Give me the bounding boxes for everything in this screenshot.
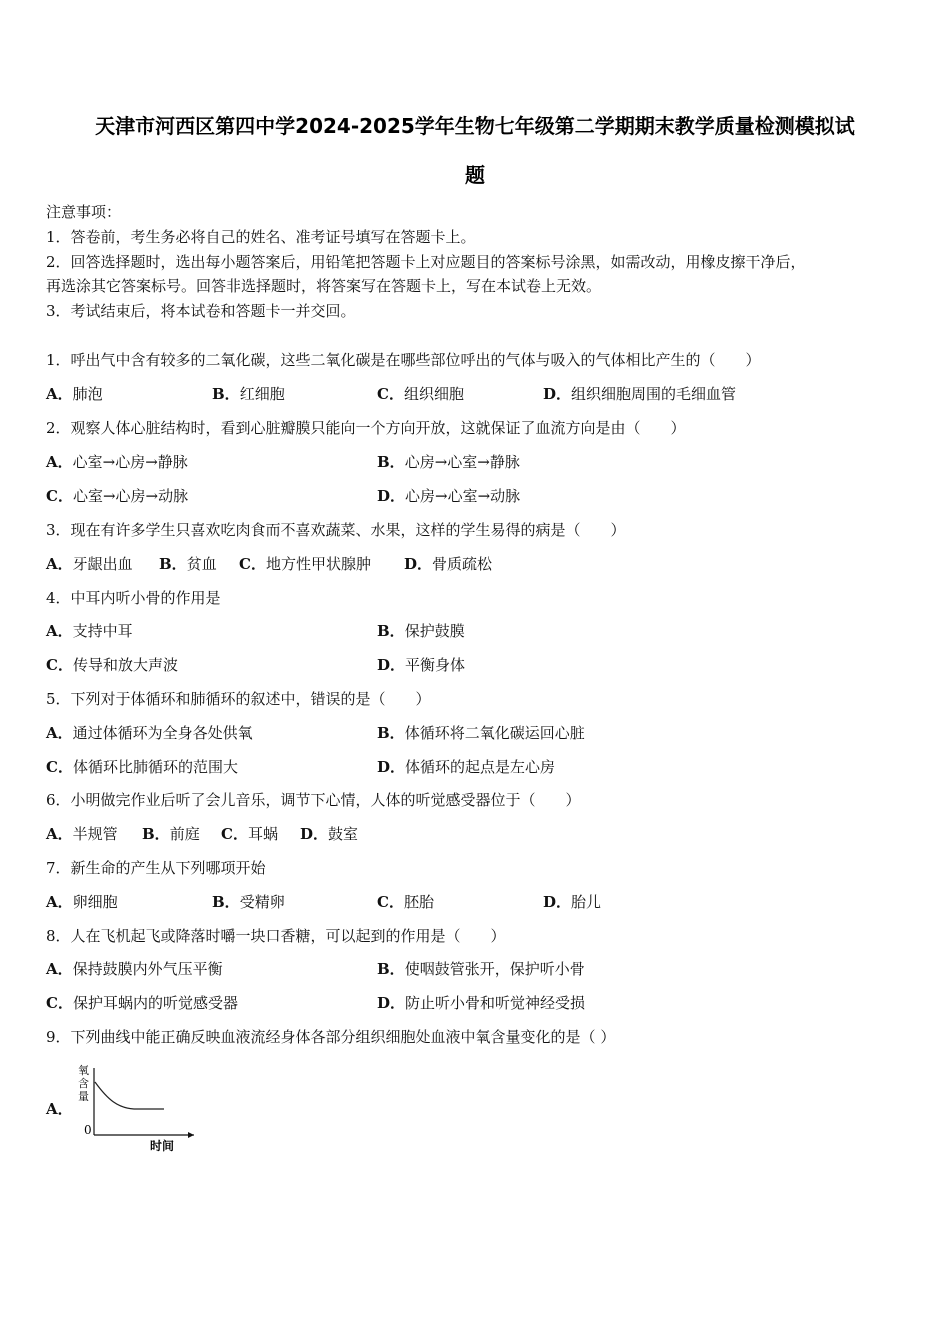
oxygen-curve-graph: [46, 1062, 206, 1152]
q3-option-d: D．骨质疏松: [404, 555, 493, 573]
q2-option-a: A．心室→心房→静脉: [46, 453, 188, 471]
q2-option-b: B．心房→心室→静脉: [377, 453, 520, 471]
ylabel-char: 含: [78, 1077, 89, 1090]
q8-option-b: B．使咽鼓管张开，保护听小骨: [377, 960, 585, 978]
q1-option-c: C．组织细胞: [377, 385, 464, 403]
question-5-stem: 5．下列对于体循环和肺循环的叙述中，错误的是（ ）: [46, 690, 431, 708]
question-2-stem: 2．观察人体心脏结构时，看到心脏瓣膜只能向一个方向开放，这就保证了血流方向是由（ ）: [46, 419, 686, 437]
q4-option-c: C．传导和放大声波: [46, 656, 178, 674]
question-7-stem: 7．新生命的产生从下列哪项开始: [46, 859, 266, 877]
exam-title-line2: 题: [465, 163, 485, 187]
ylabel-char: 氧: [78, 1064, 89, 1077]
question-8-stem: 8．人在飞机起飞或降落时嚼一块口香糖，可以起到的作用是（ ）: [46, 927, 506, 945]
q6-option-c: C．耳蜗: [221, 825, 278, 843]
q4-option-a: A．支持中耳: [46, 622, 133, 640]
question-9-stem: 9．下列曲线中能正确反映血液流经身体各部分组织细胞处血液中氧含量变化的是（ ）: [46, 1028, 616, 1046]
q6-option-b: B．前庭: [142, 825, 200, 843]
q5-option-c: C．体循环比肺循环的范围大: [46, 758, 238, 776]
q5-option-a: A．通过体循环为全身各处供氧: [46, 724, 253, 742]
q7-option-b: B．受精卵: [212, 893, 285, 911]
notice-item: 3．考试结束后，将本试卷和答题卡一并交回。: [46, 302, 356, 320]
q6-option-d: D．鼓室: [300, 825, 359, 843]
q8-option-a: A．保持鼓膜内外气压平衡: [46, 960, 223, 978]
q9-option-a-label: A．: [46, 1100, 73, 1118]
xlabel: 时间: [150, 1139, 175, 1152]
q1-option-a: A．肺泡: [46, 385, 103, 403]
notice-heading: 注意事项：: [46, 203, 122, 221]
q1-option-b: B．红细胞: [212, 385, 285, 403]
q4-option-d: D．平衡身体: [377, 656, 466, 674]
q2-option-d: D．心房→心室→动脉: [377, 487, 521, 505]
q3-option-c: C．地方性甲状腺肿: [239, 555, 371, 573]
question-1-stem: 1．呼出气中含有较多的二氧化碳，这些二氧化碳是在哪些部位呼出的气体与吸入的气体相比产生的（ ）: [46, 351, 761, 369]
exam-title-line1: 天津市河西区第四中学2024-2025学年生物七年级第二学期期末教学质量检测模拟试: [95, 114, 855, 138]
notice-item: 1．答卷前，考生务必将自己的姓名、准考证号填写在答题卡上。: [46, 228, 476, 246]
question-6-stem: 6．小明做完作业后听了会儿音乐，调节下心情，人体的听觉感受器位于（ ）: [46, 791, 581, 809]
q3-option-a: A．牙龈出血: [46, 555, 133, 573]
q4-option-b: B．保护鼓膜: [377, 622, 465, 640]
oxygen-curve: [95, 1082, 164, 1109]
q9-option-a-figure: [46, 1062, 206, 1152]
q5-option-b: B．体循环将二氧化碳运回心脏: [377, 724, 585, 742]
q7-option-a: A．卵细胞: [46, 893, 118, 911]
q1-option-d: D．组织细胞周围的毛细血管: [543, 385, 737, 403]
q5-option-d: D．体循环的起点是左心房: [377, 758, 556, 776]
q3-option-b: B．贫血: [159, 555, 217, 573]
ylabel-char: 量: [78, 1090, 89, 1103]
x-axis-arrow: [188, 1132, 194, 1138]
notice-item: 再选涂其它答案标号。回答非选择题时，将答案写在答题卡上，写在本试卷上无效。: [46, 277, 602, 295]
question-4-stem: 4．中耳内听小骨的作用是: [46, 589, 221, 607]
q8-option-c: C．保护耳蜗内的听觉感受器: [46, 994, 238, 1012]
origin-label: 0: [84, 1123, 92, 1137]
q6-option-a: A．半规管: [46, 825, 118, 843]
q7-option-d: D．胎儿: [543, 893, 602, 911]
q7-option-c: C．胚胎: [377, 893, 434, 911]
question-3-stem: 3．现在有许多学生只喜欢吃肉食而不喜欢蔬菜、水果，这样的学生易得的病是（ ）: [46, 521, 626, 539]
q8-option-d: D．防止听小骨和听觉神经受损: [377, 994, 586, 1012]
q2-option-c: C．心室→心房→动脉: [46, 487, 189, 505]
notice-item: 2．回答选择题时，选出每小题答案后，用铅笔把答题卡上对应题目的答案标号涂黑，如需改动，用橡皮擦干净后，: [46, 253, 806, 271]
